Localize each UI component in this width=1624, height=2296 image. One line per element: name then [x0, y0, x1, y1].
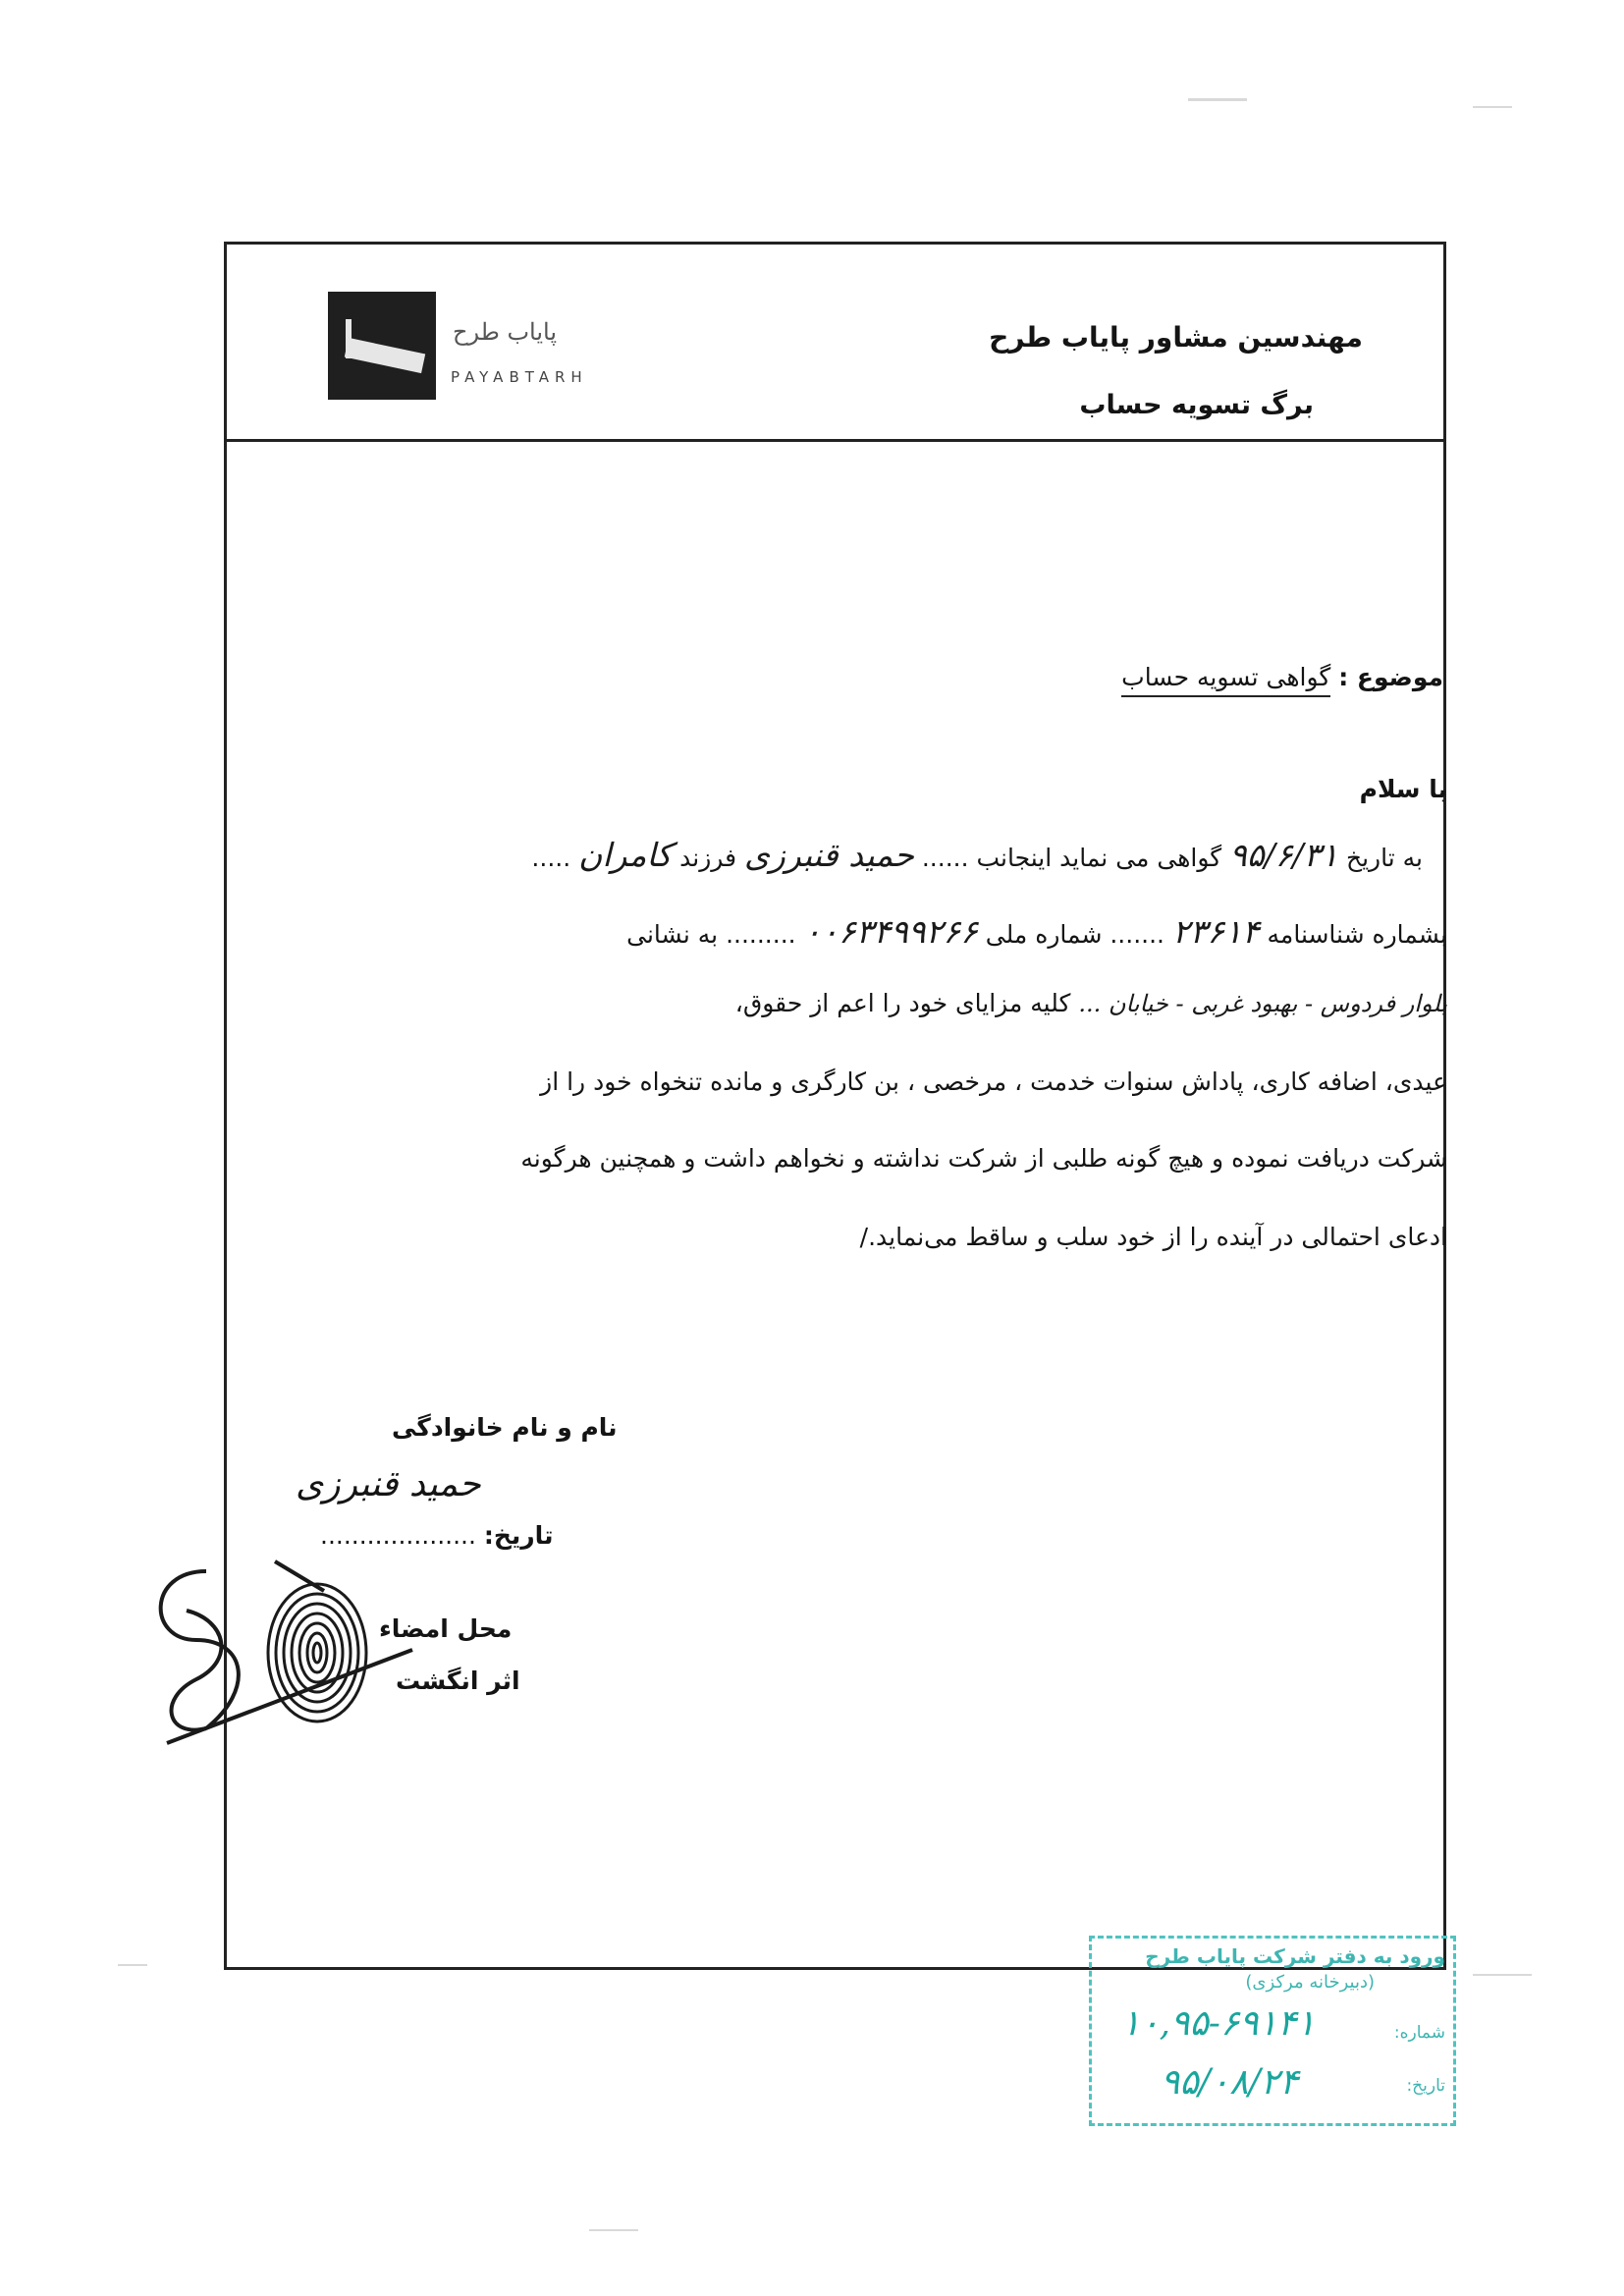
- date-label: تاریخ:: [483, 1521, 554, 1550]
- form-header: [227, 245, 1443, 442]
- handwritten-full-name: حمید قنبرزی: [296, 1464, 481, 1504]
- stamp-date-value: ۹۵/۰۸/۲۴: [1161, 2062, 1299, 2103]
- registration-stamp: [1089, 1936, 1456, 2126]
- text: بشماره شناسنامه: [1267, 920, 1447, 949]
- stamp-number-value: ۱۰,۹۵-۶۹۱۴۱: [1121, 2003, 1316, 2044]
- stamp-subtitle: (دبیرخانه مرکزی): [1245, 1972, 1375, 1993]
- handwritten-date: ۹۵/۶/۳۱: [1229, 836, 1338, 874]
- company-name: مهندسین مشاور پایاب طرح: [989, 321, 1363, 354]
- body-line-5: شرکت دریافت نموده و هیچ گونه طلبی از شرکت نداشته و نخواهم داشت و همچنین هرگونه: [520, 1144, 1447, 1173]
- text: گواهی می نماید اینجانب: [976, 844, 1222, 872]
- handwritten-father-name: کامران: [578, 836, 673, 874]
- body-line-6: ادعای احتمالی در آینده را از خود سلب و ساقط می‌نماید./: [859, 1223, 1447, 1251]
- subject-line: [1121, 663, 1443, 691]
- logo-text-en: PAYABTARH: [451, 368, 588, 386]
- company-logo: [328, 292, 436, 400]
- handwritten-id-number: ۲۳۶۱۴: [1171, 912, 1260, 951]
- body-line-2: بشماره شناسنامه ۲۳۶۱۴ ....... شماره ملی ۰۰۶۳۴۹۹۲۶۶ ......... به نشانی: [626, 912, 1447, 951]
- stamp-title: ورود به دفتر شرکت پایاب طرح: [1145, 1944, 1445, 1968]
- fingerprint-label: اثر انگشت: [396, 1667, 520, 1695]
- date-dots: ....................: [320, 1521, 476, 1550]
- body-line-3: [735, 989, 1447, 1017]
- logo-text-fa: پایاب طرح: [453, 318, 558, 346]
- greeting: با سلام: [1359, 775, 1447, 803]
- handwritten-national-id: ۰۰۶۳۴۹۹۲۶۶: [803, 912, 978, 951]
- body-line-4: عیدی، اضافه کاری، پاداش سنوات خدمت ، مرخصی ، بن کارگری و مانده تنخواه خود را از: [540, 1067, 1447, 1096]
- stamp-date-label: تاریخ:: [1406, 2076, 1445, 2096]
- text: شماره ملی: [985, 920, 1103, 949]
- form-title: برگ تسویه حساب: [1079, 390, 1314, 420]
- handwritten-name: حمید قنبرزی: [743, 836, 914, 874]
- text: به تاریخ: [1345, 844, 1423, 872]
- subject-label: موضوع :: [1338, 663, 1443, 691]
- text: فرزند: [679, 844, 737, 872]
- stamp-number-label: شماره:: [1393, 2023, 1445, 2043]
- handwritten-address: بلوار فردوس - بهبود غربی - خیابان ...: [1078, 990, 1447, 1017]
- body-line-1: به تاریخ ۹۵/۶/۳۱ گواهی می نماید اینجانب ...... حمید قنبرزی فرزند کامران .....: [531, 836, 1423, 874]
- signature-label: محل امضاء: [379, 1614, 513, 1643]
- text: به نشانی: [626, 920, 719, 949]
- handwritten-signature-icon: [128, 1532, 422, 1748]
- name-label: نام و نام خانوادگی: [392, 1413, 618, 1442]
- text: کلیه مزایای خود را اعم از حقوق،: [734, 989, 1071, 1017]
- subject-value: گواهی تسویه حساب: [1121, 663, 1330, 697]
